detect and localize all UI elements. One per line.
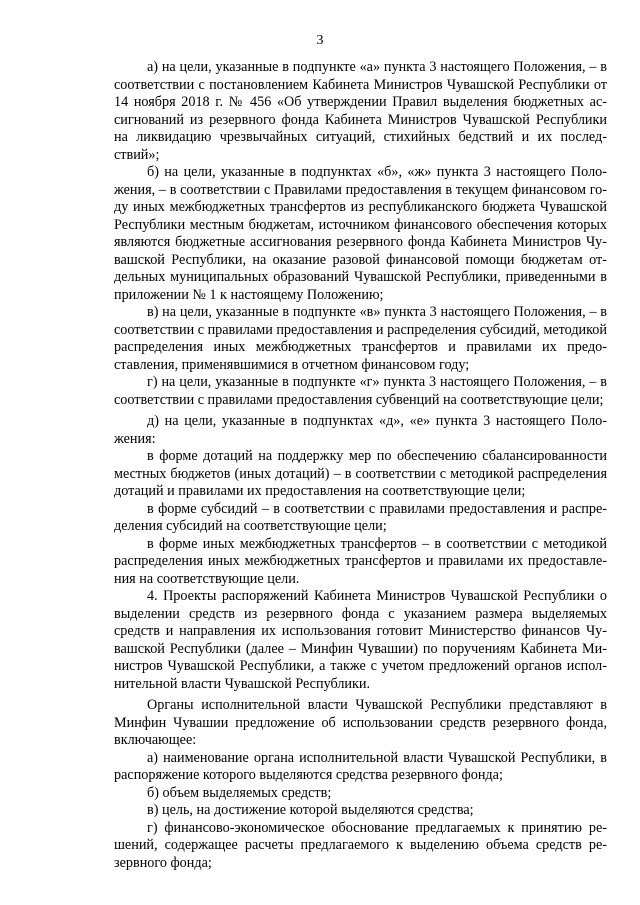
paragraph-subsidy-transfers: в форме иных межбюджетных трансфертов – в соответствии с методикой распределения иных межбюджетных трансфертов и правилами их предоставления на соответствующие цели. [114, 535, 607, 587]
paragraph-item-g: г) на цели, указанные в подпункте «г» пункта 3 настоящего Положения, – в соответствии с правилами предоставления субвенций на соответствующие цели; [114, 374, 607, 408]
paragraph-item-b: б) на цели, указанные в подпунктах «б», «ж» пункта 3 настоящего Положения, – в соответствии с Правилами предоставления в текущем финансовом году иных межбюджетных трансфертов из республиканского бюджета Чувашской Республики местным бюджетам, источником финансового обеспечения которых являются бюджетные ассигнования резервного фонда Кабинета Министров Чувашской Республики, на оказание разовой финансовой помощи бюджетам отдельных муниципальных образований Чувашской Республики, приведенными в приложении № 1 к настоящему Положению; [114, 164, 607, 303]
document-body [114, 59, 607, 872]
paragraph-list-g: г) финансово-экономическое обоснование предлагаемых к принятию решений, содержащее расчеты предлагаемого к выделению объема средств резервного фонда; [114, 819, 607, 871]
paragraph-section-4: 4. Проекты распоряжений Кабинета Министров Чувашской Республики о выделении средств из резервного фонда с указанием размера выделяемых средств и направления их использования готовит Министерство финансов Чувашской Республики (далее – Минфин Чувашии) по поручениям Кабинета Министров Чувашской Республики, а также с учетом предложений органов исполнительной власти Чувашской Республики. [114, 588, 607, 692]
paragraph-subsidy-dotations: в форме дотаций на поддержку мер по обеспечению сбалансированности местных бюджетов (иных дотаций) – в соответствии с методикой распределения дотаций и правилами их предоставления на соответствующие цели; [114, 448, 607, 499]
paragraph-item-v: в) на цели, указанные в подпункте «в» пункта 3 настоящего Положения, – в соответствии с правилами предоставления и распределения субсидий, методикой распределения иных межбюджетных трансфертов и правилами их предоставления, применявшимися в отчетном финансовом году; [114, 304, 607, 373]
paragraph-authorities-proposal: Органы исполнительной власти Чувашской Республики представляют в Минфин Чувашии предложение об использовании средств резервного фонда, включающее: [114, 697, 607, 748]
paragraph-list-v: в) цель, на достижение которой выделяются средства; [147, 802, 474, 818]
paragraph-list-a: а) наименование органа исполнительной власти Чувашской Республики, в распоряжение которого выделяются средства резервного фонда; [114, 749, 607, 783]
paragraph-subsidy-subsidies: в форме субсидий – в соответствии с правилами предоставления и распределения субсидий на соответствующие цели; [114, 500, 607, 534]
paragraph-item-d: д) на цели, указанные в подпунктах «д», «е» пункта 3 настоящего Положения: [114, 413, 607, 447]
paragraph-item-a: а) на цели, указанные в подпункте «а» пункта 3 настоящего Положения, – в соответствии с постановлением Кабинета Министров Чувашской Республики от 14 ноября 2018 г. № 456 «Об утверждении Правил выделения бюджетных ассигнований из резервного фонда Кабинета Министров Чувашской Республики на ликвидацию чрезвычайных ситуаций, стихийных бедствий и их последствий»; [114, 59, 607, 163]
paragraph-list-b: б) объем выделяемых средств; [147, 784, 332, 801]
page-number: 3 [316, 33, 324, 48]
